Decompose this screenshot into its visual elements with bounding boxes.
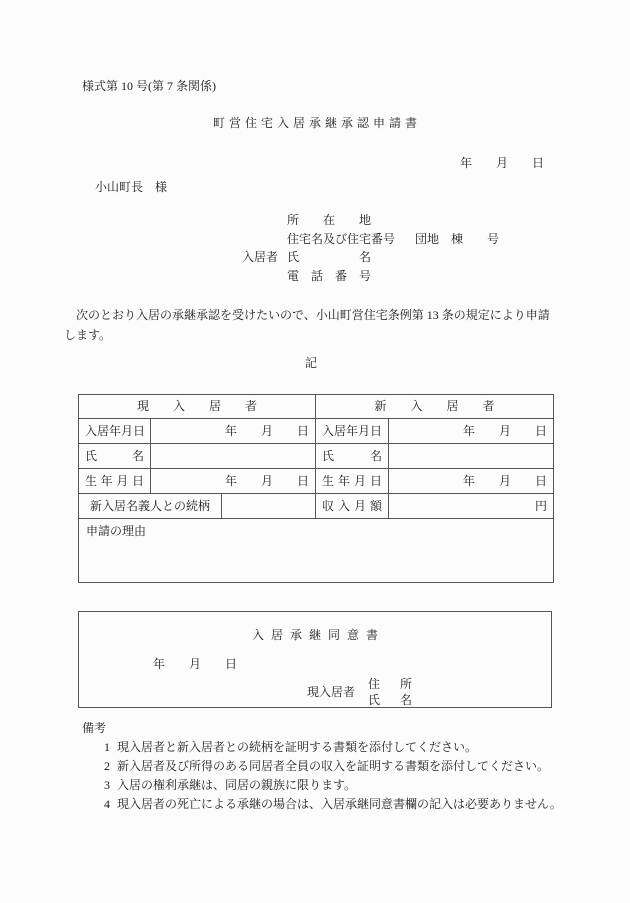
consent-name-label: 氏 名 xyxy=(368,693,417,707)
note-item xyxy=(82,795,562,814)
applicant-phone-row xyxy=(242,267,499,286)
housing-name-label: 住宅名及び住宅番号 xyxy=(287,231,396,246)
new-resident-header: 新 入 居 者 xyxy=(316,395,554,419)
note-item xyxy=(82,738,562,757)
relation-field xyxy=(222,494,316,519)
reason-row xyxy=(79,519,554,583)
name-label: 氏 名 xyxy=(287,250,372,264)
new-birth-label: 生年月日 xyxy=(316,469,389,494)
note-number: 1 xyxy=(104,740,110,754)
consent-signer-row xyxy=(307,676,551,708)
current-move-in-label: 入居年月日 xyxy=(79,419,151,444)
applicant-housing-row xyxy=(242,230,499,249)
resident-group-label: 入居者 xyxy=(242,250,279,264)
phone-label: 電 話 番 号 xyxy=(287,268,372,283)
income-label: 収入月額 xyxy=(316,494,389,519)
note-item xyxy=(82,757,562,776)
notes-heading: 備考 xyxy=(82,721,107,735)
new-birth-field: 年 月 日 xyxy=(389,469,554,494)
note-item xyxy=(82,776,562,795)
consent-date-placeholder: 年 月 日 xyxy=(153,657,238,671)
notes-section xyxy=(82,719,562,814)
relation-label: 新入居名義人との続柄 xyxy=(79,494,222,519)
statement-line-2: します。 xyxy=(64,328,112,342)
applicant-info-block xyxy=(242,211,499,285)
current-name-label: 氏名 xyxy=(79,444,151,469)
location-label: 所 在 地 xyxy=(287,213,372,227)
new-move-in-field: 年 月 日 xyxy=(389,419,554,444)
current-move-in-field: 年 月 日 xyxy=(151,419,316,444)
applicant-name-row xyxy=(242,248,499,267)
note-number: 3 xyxy=(104,778,110,792)
move-in-date-row xyxy=(79,419,554,444)
birth-date-row xyxy=(79,469,554,494)
current-birth-label: 生年月日 xyxy=(79,469,151,494)
applicant-location-row xyxy=(242,211,499,230)
new-name-label: 氏名 xyxy=(316,444,389,469)
document-title: 町営住宅入居承継承認申請書 xyxy=(212,116,421,130)
application-date-placeholder: 年 月 日 xyxy=(459,156,544,170)
note-text: 入居の権利承継は、同居の親族に限ります。 xyxy=(117,778,357,792)
note-text: 現入居者と新入居者との続柄を証明する書類を添付してください。 xyxy=(117,740,478,754)
current-resident-header: 現 入 居 者 xyxy=(79,395,316,419)
resident-table xyxy=(78,394,554,583)
statement-line-1: 次のとおり入居の承継承認を受けたいので、小山町営住宅条例第 13 条の規定により申請 xyxy=(64,308,550,322)
consent-signer-label: 現入居者 xyxy=(307,684,356,699)
current-birth-field: 年 月 日 xyxy=(151,469,316,494)
relation-income-row xyxy=(79,494,554,519)
new-move-in-label: 入居年月日 xyxy=(316,419,389,444)
consent-title: 入居承継同意書 xyxy=(251,628,385,642)
consent-address-label: 住 所 xyxy=(368,677,417,691)
consent-box xyxy=(78,611,552,708)
reason-field: 申請の理由 xyxy=(79,519,554,583)
list-marker: 記 xyxy=(304,356,317,370)
form-number: 様式第 10 号(第 7 条関係) xyxy=(82,79,216,93)
note-text: 現入居者の死亡による承継の場合は、入居承継同意書欄の記入は必要ありません。 xyxy=(117,797,562,811)
application-statement xyxy=(64,305,550,345)
note-number: 2 xyxy=(104,759,110,773)
addressee: 小山町長 様 xyxy=(95,180,168,194)
new-name-field xyxy=(389,444,554,469)
consent-signer-fields xyxy=(368,676,416,708)
table-header-row xyxy=(79,395,554,419)
note-number: 4 xyxy=(104,797,110,811)
note-text: 新入居者及び所得のある同居者全員の収入を証明する書類を添付してください。 xyxy=(117,759,550,773)
housing-unit-labels: 団地 棟 号 xyxy=(415,231,500,246)
income-field: 円 xyxy=(389,494,554,519)
name-row xyxy=(79,444,554,469)
current-name-field xyxy=(151,444,316,469)
